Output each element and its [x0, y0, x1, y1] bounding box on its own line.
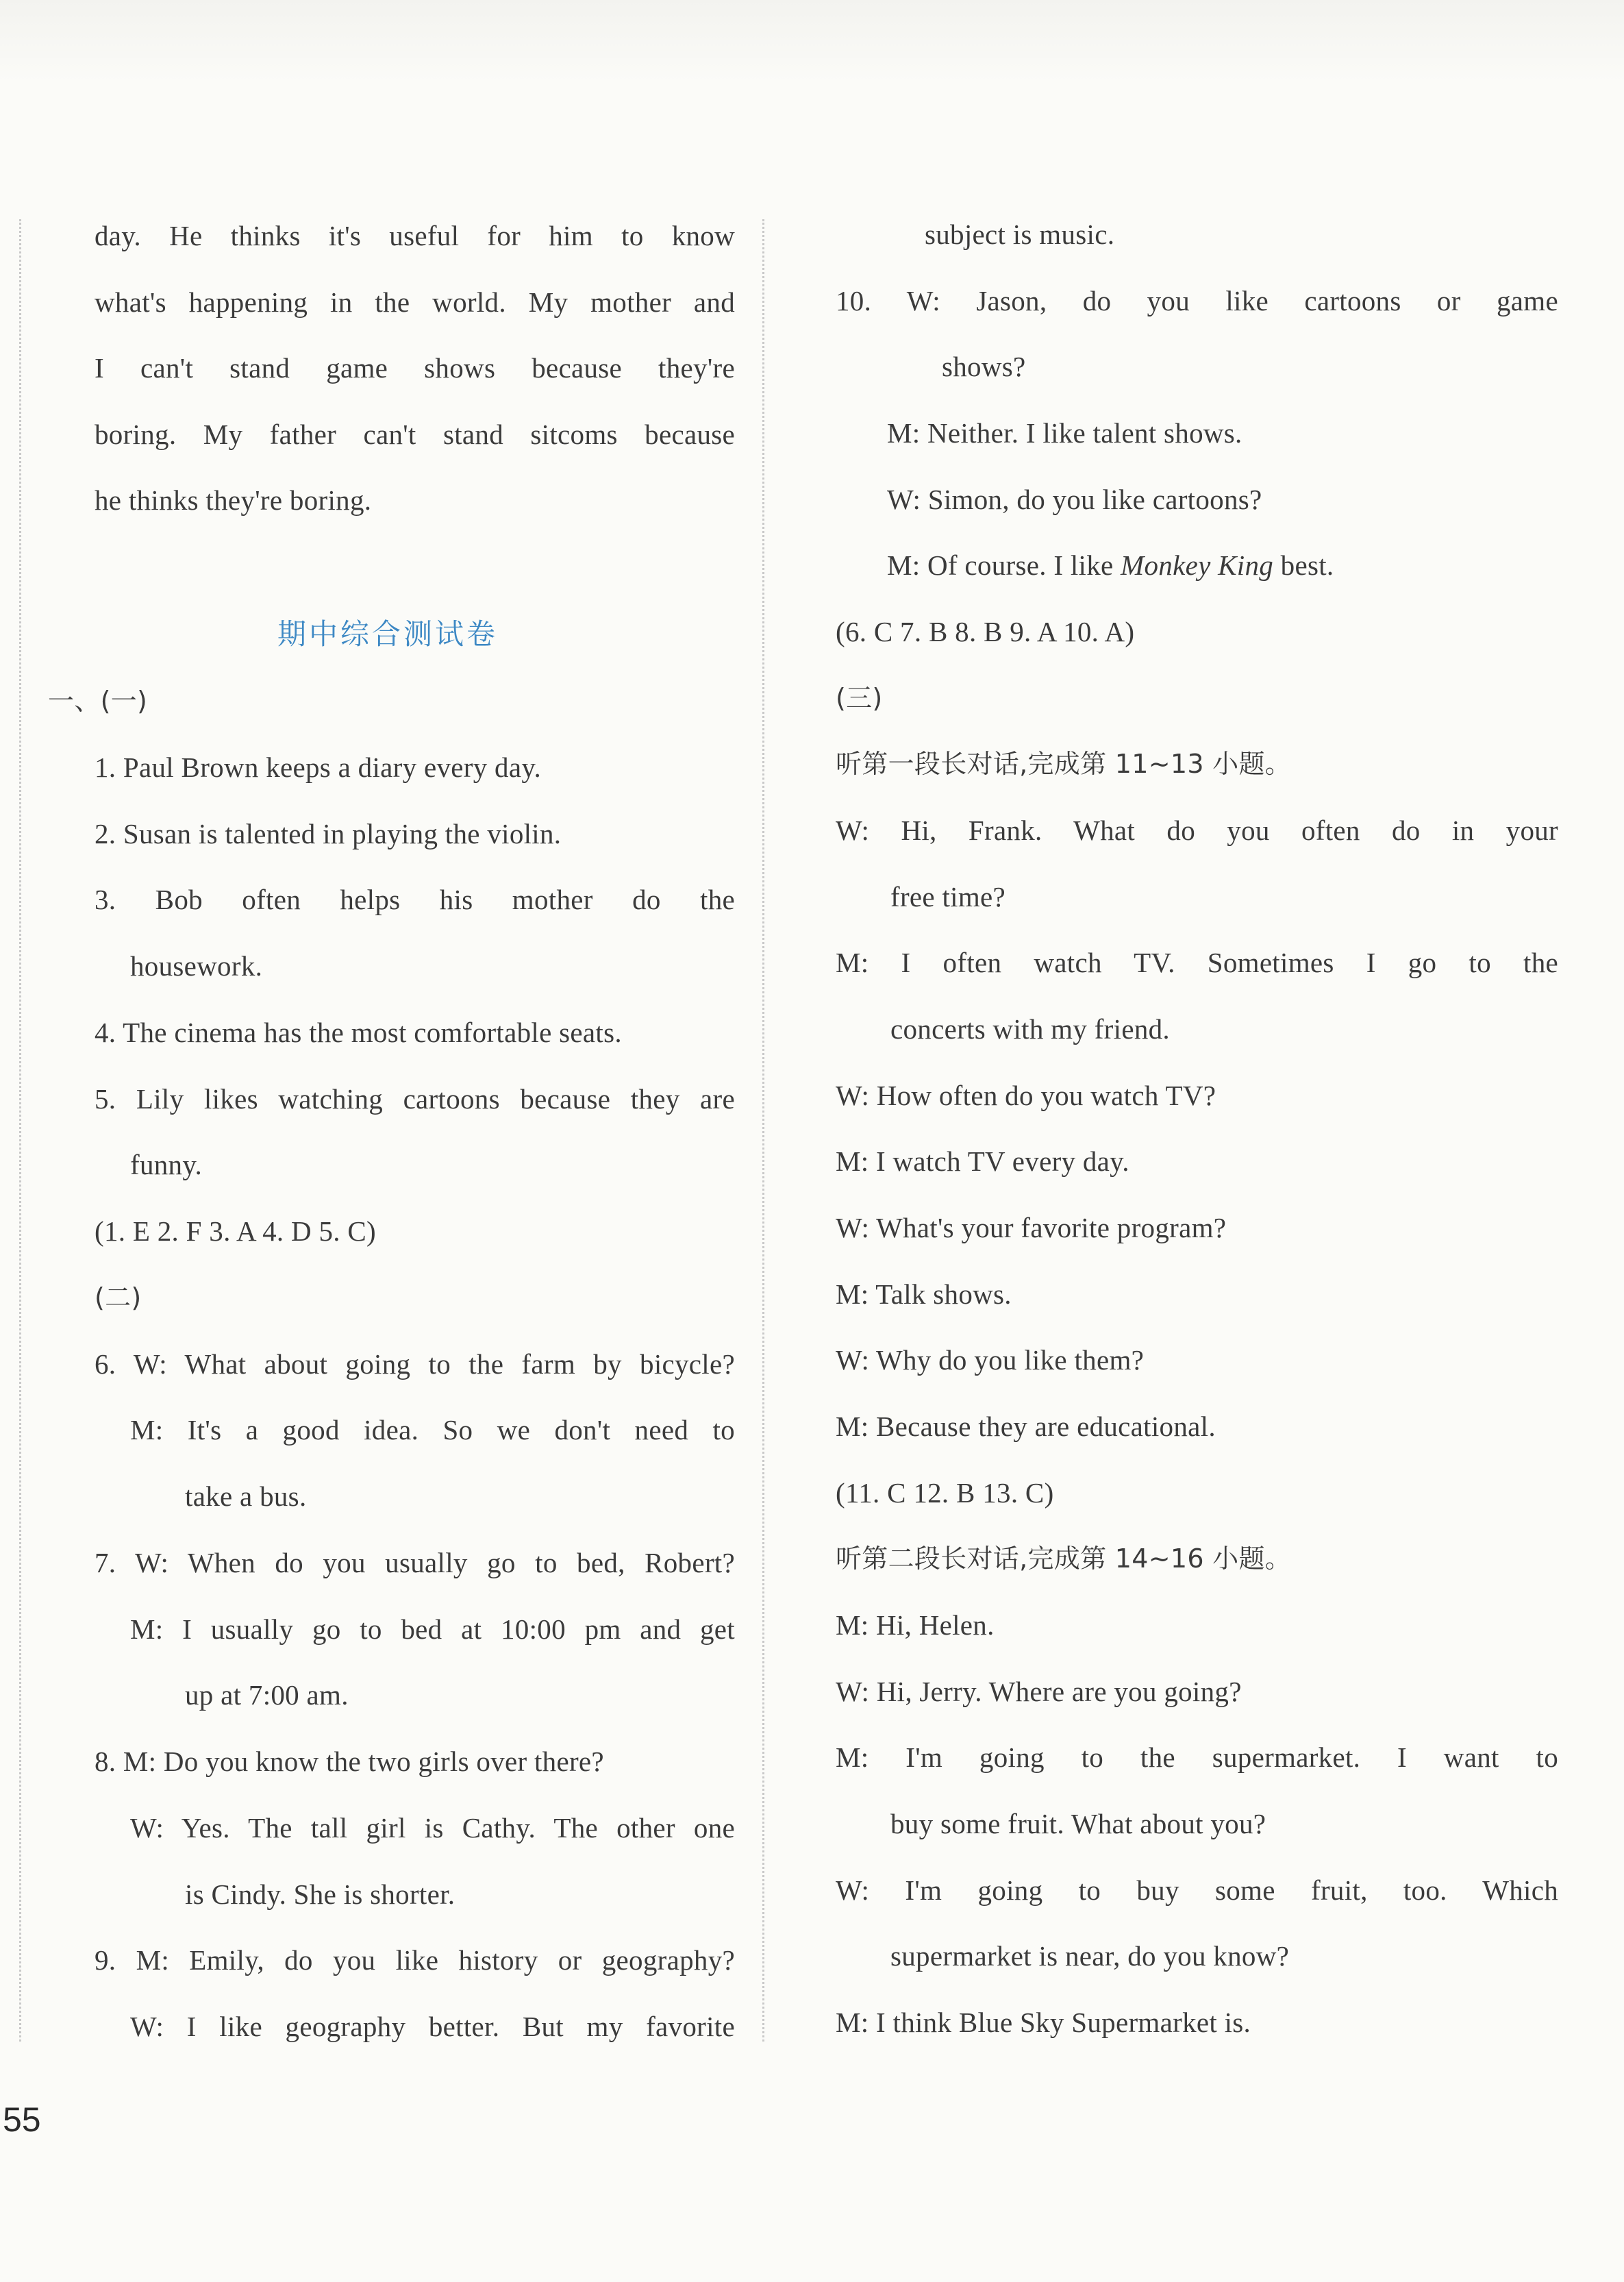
dialogue-line: W: Hi, Frank. What do you often do in your — [836, 815, 1558, 846]
dialogue-line: M: It's a good idea. So we don't need to — [130, 1414, 735, 1446]
dialogue-line: supermarket is near, do you know? — [890, 1940, 1290, 1972]
dialogue-line: W: I'm going to buy some fruit, too. Which — [836, 1874, 1558, 1906]
dialogue-line: W: I like geography better. But my favorite — [130, 2011, 735, 2042]
dialogue-line: up at 7:00 am. — [185, 1679, 349, 1711]
dialogue-line: M: Neither. I like talent shows. — [887, 417, 1242, 449]
dialogue-line: W: Simon, do you like cartoons? — [887, 484, 1262, 515]
right-column — [767, 0, 1624, 2282]
item-line: 1. Paul Brown keeps a diary every day. — [95, 752, 542, 783]
passage-line: what's happening in the world. My mother and — [95, 286, 735, 318]
item-line: 4. The cinema has the most comfortable seats. — [95, 1017, 622, 1048]
section-heading: (三) — [836, 683, 883, 713]
item-line: 5. Lily likes watching cartoons because they are — [95, 1083, 735, 1115]
dialogue-line: M: I'm going to the supermarket. I want to — [836, 1741, 1558, 1773]
dialogue-line: free time? — [890, 881, 1006, 913]
passage-line: boring. My father can't stand sitcoms because — [95, 419, 735, 450]
dialogue-line: W: Hi, Jerry. Where are you going? — [836, 1676, 1242, 1707]
dialogue-line: M: Because they are educational. — [836, 1411, 1216, 1442]
dialogue-line: 9. M: Emily, do you like history or geography? — [95, 1944, 735, 1976]
dialogue-line: M: I think Blue Sky Supermarket is. — [836, 2007, 1251, 2038]
dialogue-line: M: I often watch TV. Sometimes I go to the — [836, 947, 1558, 978]
dialogue-line: 6. W: What about going to the farm by bicycle? — [95, 1348, 735, 1380]
dialogue-line: W: Why do you like them? — [836, 1344, 1145, 1376]
instruction-line: 听第一段长对话,完成第 11~13 小题。 — [836, 749, 1292, 779]
passage-line: day. He thinks it's useful for him to know — [95, 220, 735, 251]
instruction-line: 听第二段长对话,完成第 14~16 小题。 — [836, 1543, 1292, 1574]
dialogue-line: 7. W: When do you usually go to bed, Robert? — [95, 1547, 735, 1578]
item-line: funny. — [130, 1149, 203, 1180]
dialogue-line: subject is music. — [925, 219, 1115, 250]
item-line: housework. — [130, 950, 263, 982]
dialogue-line: 10. W: Jason, do you like cartoons or game — [836, 285, 1558, 317]
dialogue-line: is Cindy. She is shorter. — [185, 1878, 455, 1910]
answer-line: (1. E 2. F 3. A 4. D 5. C) — [95, 1215, 376, 1247]
dialogue-line: W: What's your favorite program? — [836, 1212, 1227, 1243]
dialogue-line: W: How often do you watch TV? — [836, 1080, 1216, 1111]
passage-line: he thinks they're boring. — [95, 484, 372, 516]
dialogue-line: W: Yes. The tall girl is Cathy. The other one — [130, 1812, 735, 1844]
dialogue-line: buy some fruit. What about you? — [890, 1808, 1266, 1839]
dialogue-line: concerts with my friend. — [890, 1013, 1170, 1045]
left-column — [0, 0, 767, 2282]
dialogue-line: M: I watch TV every day. — [836, 1145, 1129, 1177]
section-heading: 一、(一) — [48, 686, 148, 716]
answer-line: (6. C 7. B 8. B 9. A 10. A) — [836, 616, 1135, 647]
item-line: 2. Susan is talented in playing the violin. — [95, 818, 562, 849]
dialogue-line: M: I usually go to bed at 10:00 pm and get — [130, 1613, 735, 1645]
dialogue-line: take a bus. — [185, 1480, 307, 1512]
section-heading: (二) — [95, 1282, 142, 1313]
section-title: 期中综合测试卷 — [277, 617, 499, 651]
item-line: 3. Bob often helps his mother do the — [95, 884, 735, 915]
page-number: 55 — [3, 2100, 41, 2139]
dialogue-line: M: Of course. I like Monkey King best. — [887, 549, 1334, 581]
dialogue-line: M: Hi, Helen. — [836, 1609, 995, 1641]
dialogue-line: 8. M: Do you know the two girls over there? — [95, 1746, 604, 1777]
dialogue-line: shows? — [942, 351, 1026, 382]
dialogue-line: M: Talk shows. — [836, 1278, 1012, 1310]
answer-line: (11. C 12. B 13. C) — [836, 1477, 1054, 1509]
show-title: Monkey King — [1121, 549, 1274, 581]
passage-line: I can't stand game shows because they're — [95, 352, 735, 384]
